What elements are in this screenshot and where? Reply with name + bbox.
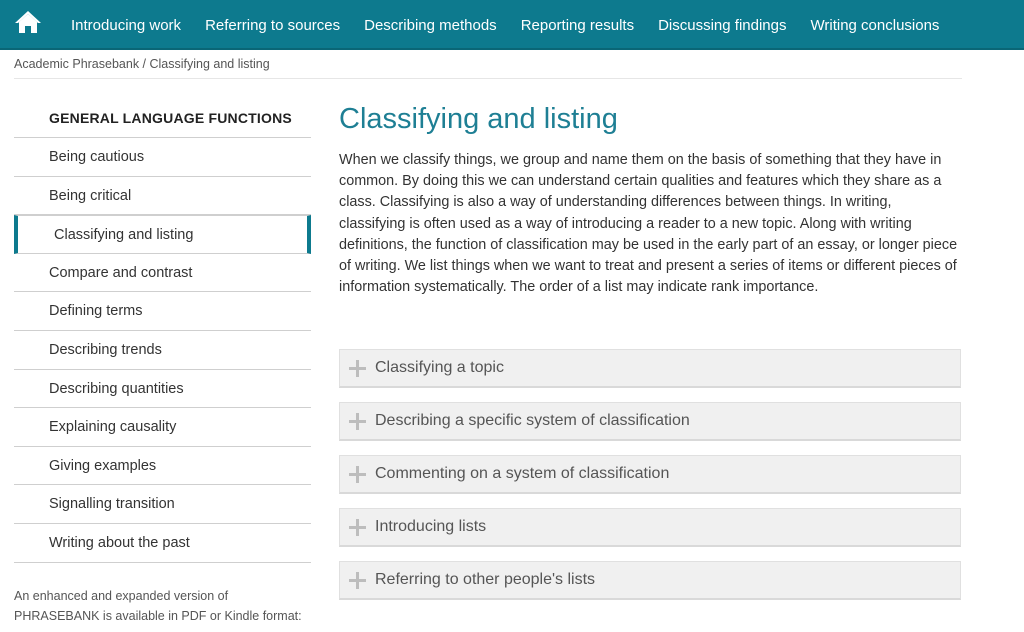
intro-paragraph: When we classify things, we group and name them on the basis of something that they have in common. By doing this we can understand certain qualities and features which they share as a class. Classifying is also a way of understanding differences between things. In writing, classifying is often used as a way of introducing a reader to a new topic. Along with writing definitions, the function of classification may be used in the early part of an essay, or longer piece of writing. We list things when we want to treat and present a series of items or different pieces of information systematically. The order of a list may indicate rank importance. xyxy=(339,152,958,296)
nav-links xyxy=(59,0,951,50)
accordion-label: Introducing lists xyxy=(375,518,487,535)
accordion-label: Classifying a topic xyxy=(375,359,504,376)
sidebar-item-writing-about-the-past[interactable]: Writing about the past xyxy=(14,524,311,563)
accordion-item-commenting-on-system[interactable] xyxy=(339,455,961,494)
plus-icon xyxy=(349,519,366,536)
accordion-label: Commenting on a system of classification xyxy=(375,465,670,482)
sidebar xyxy=(14,99,311,563)
plus-icon xyxy=(349,466,366,483)
sidebar-item-defining-terms[interactable]: Defining terms xyxy=(14,292,311,331)
page-title: Classifying and listing xyxy=(339,103,618,135)
sidebar-item-classifying-and-listing[interactable]: Classifying and listing xyxy=(14,215,311,254)
accordion-label: Describing a specific system of classification xyxy=(375,412,690,429)
nav-link-introducing-work[interactable]: Introducing work xyxy=(71,17,182,34)
accordion xyxy=(339,349,961,614)
sidebar-item-being-critical[interactable]: Being critical xyxy=(14,177,311,216)
top-navigation-bar xyxy=(0,0,1024,50)
sidebar-item-signalling-transition[interactable]: Signalling transition xyxy=(14,485,311,524)
accordion-item-classifying-a-topic[interactable] xyxy=(339,349,961,388)
plus-icon xyxy=(349,360,366,377)
sidebar-item-describing-trends[interactable]: Describing trends xyxy=(14,331,311,370)
promo-text: An enhanced and expanded version of PHRASEBANK is available in PDF or Kindle format: xyxy=(14,589,302,623)
breadcrumb[interactable]: Academic Phrasebank / Classifying and listing xyxy=(14,57,270,71)
nav-link-describing-methods[interactable]: Describing methods xyxy=(364,17,497,34)
sidebar-item-explaining-causality[interactable]: Explaining causality xyxy=(14,408,311,447)
sidebar-item-giving-examples[interactable]: Giving examples xyxy=(14,447,311,486)
nav-link-discussing-findings[interactable]: Discussing findings xyxy=(658,17,787,34)
nav-link-referring-to-sources[interactable]: Referring to sources xyxy=(205,17,341,34)
divider xyxy=(14,78,962,79)
accordion-item-referring-to-other-lists[interactable] xyxy=(339,561,961,600)
sidebar-heading: GENERAL LANGUAGE FUNCTIONS xyxy=(14,99,311,138)
sidebar-item-being-cautious[interactable]: Being cautious xyxy=(14,138,311,177)
plus-icon xyxy=(349,572,366,589)
accordion-item-introducing-lists[interactable] xyxy=(339,508,961,547)
accordion-label: Referring to other people's lists xyxy=(375,571,596,588)
home-icon[interactable] xyxy=(14,9,42,35)
sidebar-item-describing-quantities[interactable]: Describing quantities xyxy=(14,370,311,409)
plus-icon xyxy=(349,413,366,430)
nav-link-writing-conclusions[interactable]: Writing conclusions xyxy=(810,17,940,34)
sidebar-item-compare-and-contrast[interactable]: Compare and contrast xyxy=(14,254,311,293)
accordion-item-describing-system[interactable] xyxy=(339,402,961,441)
nav-link-reporting-results[interactable]: Reporting results xyxy=(520,17,635,34)
